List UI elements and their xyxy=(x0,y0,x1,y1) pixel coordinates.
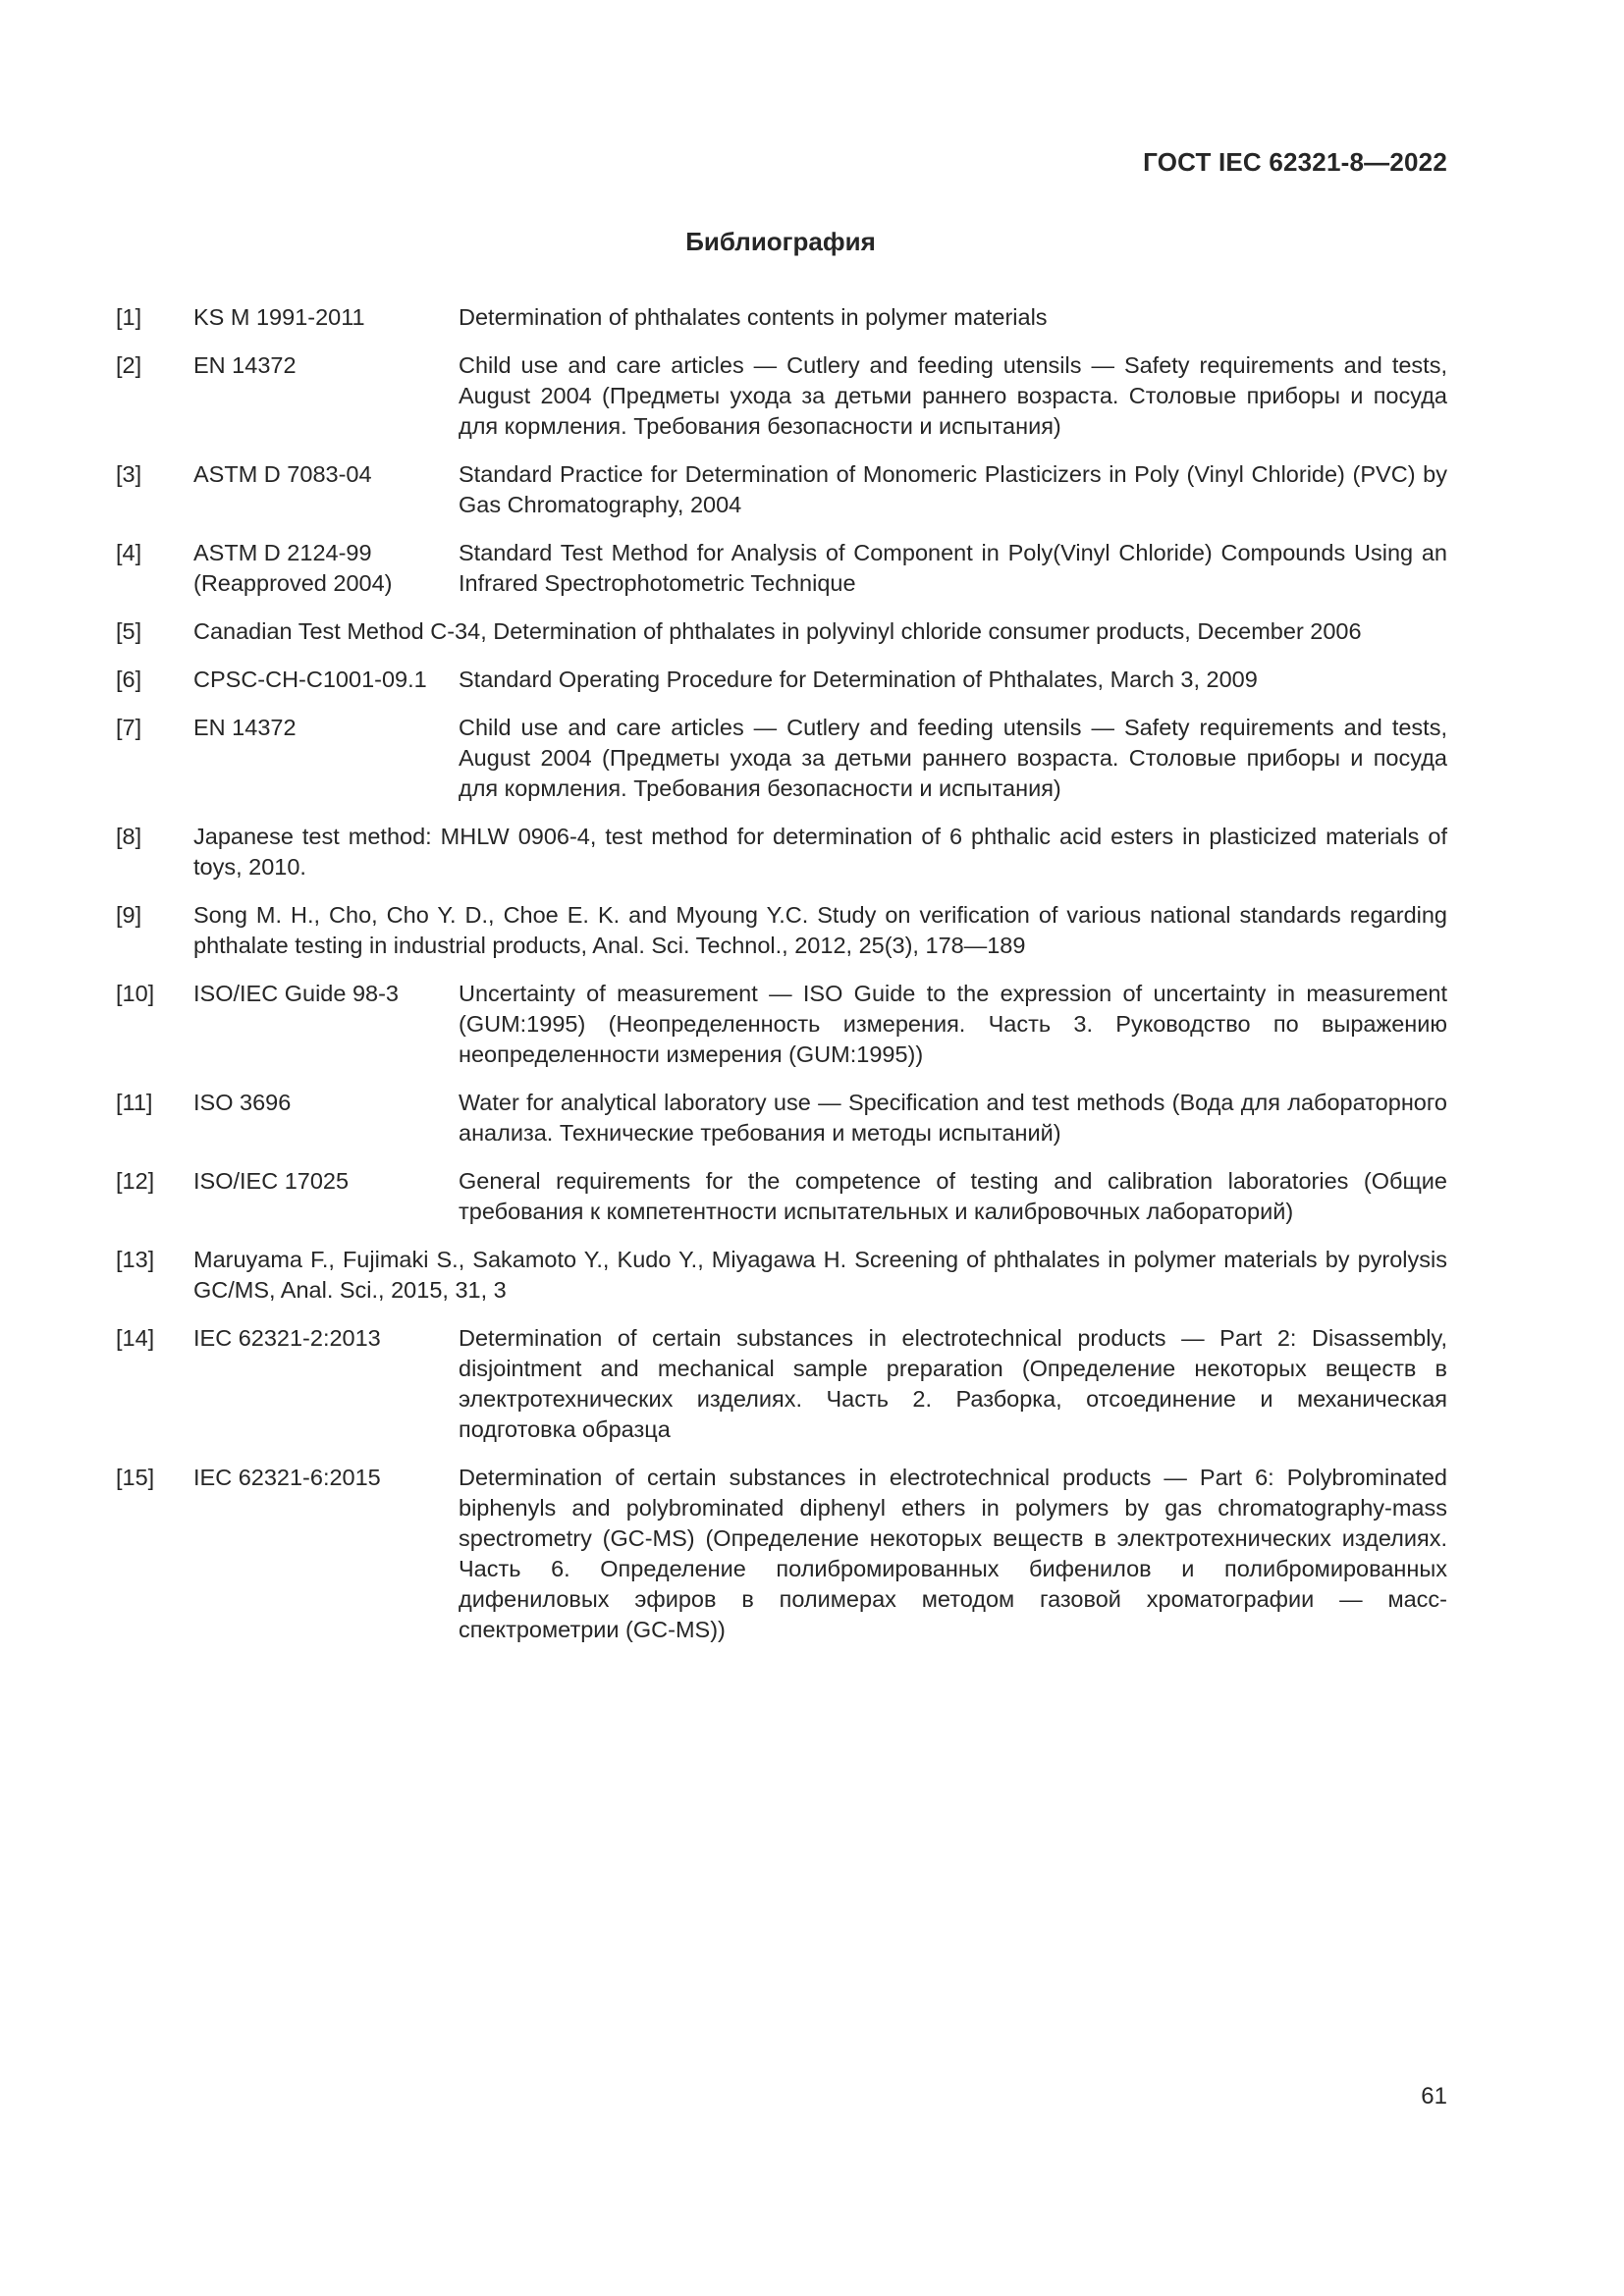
entry-title: Standard Test Method for Analysis of Component in Poly(Vinyl Chloride) Compounds Using an Infrared Spectrophotometric Technique xyxy=(459,540,1447,596)
entry-number: [13] xyxy=(116,1247,155,1272)
page-number: 61 xyxy=(1421,2083,1447,2109)
bibliography-entry xyxy=(116,1088,1447,1148)
entry-number: [5] xyxy=(116,618,142,644)
entry-code: ISO/IEC Guide 98-3 xyxy=(193,981,399,1006)
entry-code: ASTM D 2124-99 (Reapproved 2004) xyxy=(193,540,393,596)
entry-number: [4] xyxy=(116,540,142,565)
entry-title: Determination of certain substances in electrotechnical products — Part 2: Disassembly, disjointment and mechanical sample preparation (Определение некоторых веществ в электротехнических изделиях. Часть 2. Разборка, отсоединение и механическая подготовка образца xyxy=(459,1325,1447,1442)
entry-code: ASTM D 7083-04 xyxy=(193,461,372,487)
entry-title: Determination of phthalates contents in polymer materials xyxy=(459,304,1048,330)
bibliography-entry xyxy=(116,302,1447,333)
entry-code: EN 14372 xyxy=(193,352,297,378)
entry-code: KS M 1991-2011 xyxy=(193,304,365,330)
bibliography-entry xyxy=(116,350,1447,442)
bibliography-entry xyxy=(116,538,1447,599)
bibliography-entry xyxy=(116,1245,1447,1306)
bibliography-entry xyxy=(116,1166,1447,1227)
entry-code: ISO 3696 xyxy=(193,1090,292,1115)
entry-title: Standard Operating Procedure for Determination of Phthalates, March 3, 2009 xyxy=(459,667,1258,692)
entry-title: Uncertainty of measurement — ISO Guide to the expression of uncertainty in measurement (GUM:1995) (Неопределенность измерения. Часть 3. Руководство по выражению неопределенности измерения (GUM:1995)) xyxy=(459,981,1447,1067)
bibliography-entry xyxy=(116,1323,1447,1445)
entry-title: Child use and care articles — Cutlery and feeding utensils — Safety requirements and tests, August 2004 (Предметы ухода за детьми раннего возраста. Столовые приборы и посуда для кормления. Требования безопасности и испытания) xyxy=(459,352,1447,439)
section-title: Библиография xyxy=(685,227,876,256)
bibliography-entry xyxy=(116,713,1447,804)
entry-number: [7] xyxy=(116,715,142,740)
bibliography-entry xyxy=(116,459,1447,520)
entry-code: ISO/IEC 17025 xyxy=(193,1168,350,1194)
entry-number: [9] xyxy=(116,902,142,928)
entry-full-text: Song M. H., Cho, Cho Y. D., Choe E. K. and Myoung Y.C. Study on verification of various national standards regarding phthalate testing in industrial products, Anal. Sci. Technol., 2012, 25(3), 178—189 xyxy=(193,902,1447,958)
entry-number: [14] xyxy=(116,1325,155,1351)
entry-number: [15] xyxy=(116,1465,155,1490)
bibliography-entry xyxy=(116,665,1447,695)
entry-full-text: Maruyama F., Fujimaki S., Sakamoto Y., Kudo Y., Miyagawa H. Screening of phthalates in polymer materials by pyrolysis GC/MS, Anal. Sci., 2015, 31, 3 xyxy=(193,1247,1447,1303)
entry-code: CPSC-CH-C1001-09.1 xyxy=(193,667,427,692)
entry-title: General requirements for the competence of testing and calibration laboratories (Общие требования к компетентности испытательных и калибровочных лабораторий) xyxy=(459,1168,1447,1224)
entry-title: Determination of certain substances in electrotechnical products — Part 6: Polybrominated biphenyls and polybrominated diphenyl ethers in polymers by gas chromatography-mass spectrometry (GC-MS) (Определение некоторых веществ в электротехнических изделиях. Часть 6. Определение полибромированных бифенилов и полибромированных дифениловых эфиров в полимерах методом газовой хроматографии — масс-спектрометрии (GC-MS)) xyxy=(459,1465,1447,1642)
entry-code: EN 14372 xyxy=(193,715,297,740)
bibliography-entry xyxy=(116,979,1447,1070)
entry-number: [2] xyxy=(116,352,142,378)
entry-full-text: Canadian Test Method C-34, Determination of phthalates in polyvinyl chloride consumer products, December 2006 xyxy=(193,618,1362,644)
bibliography-entry xyxy=(116,822,1447,882)
entry-number: [12] xyxy=(116,1168,155,1194)
entry-full-text: Japanese test method: MHLW 0906-4, test method for determination of 6 phthalic acid esters in plasticized materials of toys, 2010. xyxy=(193,824,1447,880)
document-code: ГОСТ IEC 62321-8—2022 xyxy=(1143,147,1447,177)
bibliography-entry xyxy=(116,616,1447,647)
entry-code: IEC 62321-6:2015 xyxy=(193,1465,381,1490)
bibliography-entry xyxy=(116,1463,1447,1645)
entry-number: [11] xyxy=(116,1090,153,1115)
entry-number: [1] xyxy=(116,304,142,330)
entry-title: Standard Practice for Determination of Monomeric Plasticizers in Poly (Vinyl Chloride) (PVC) by Gas Chromatography, 2004 xyxy=(459,461,1447,517)
entry-title: Child use and care articles — Cutlery and feeding utensils — Safety requirements and tests, August 2004 (Предметы ухода за детьми раннего возраста. Столовые приборы и посуда для кормления. Требования безопасности и испытания) xyxy=(459,715,1447,801)
bibliography-entry xyxy=(116,900,1447,961)
bibliography-list xyxy=(116,302,1447,1663)
entry-number: [6] xyxy=(116,667,142,692)
entry-code: IEC 62321-2:2013 xyxy=(193,1325,381,1351)
entry-number: [3] xyxy=(116,461,142,487)
entry-title: Water for analytical laboratory use — Specification and test methods (Вода для лабораторного анализа. Технические требования и методы испытаний) xyxy=(459,1090,1447,1146)
entry-number: [8] xyxy=(116,824,142,849)
entry-number: [10] xyxy=(116,981,155,1006)
